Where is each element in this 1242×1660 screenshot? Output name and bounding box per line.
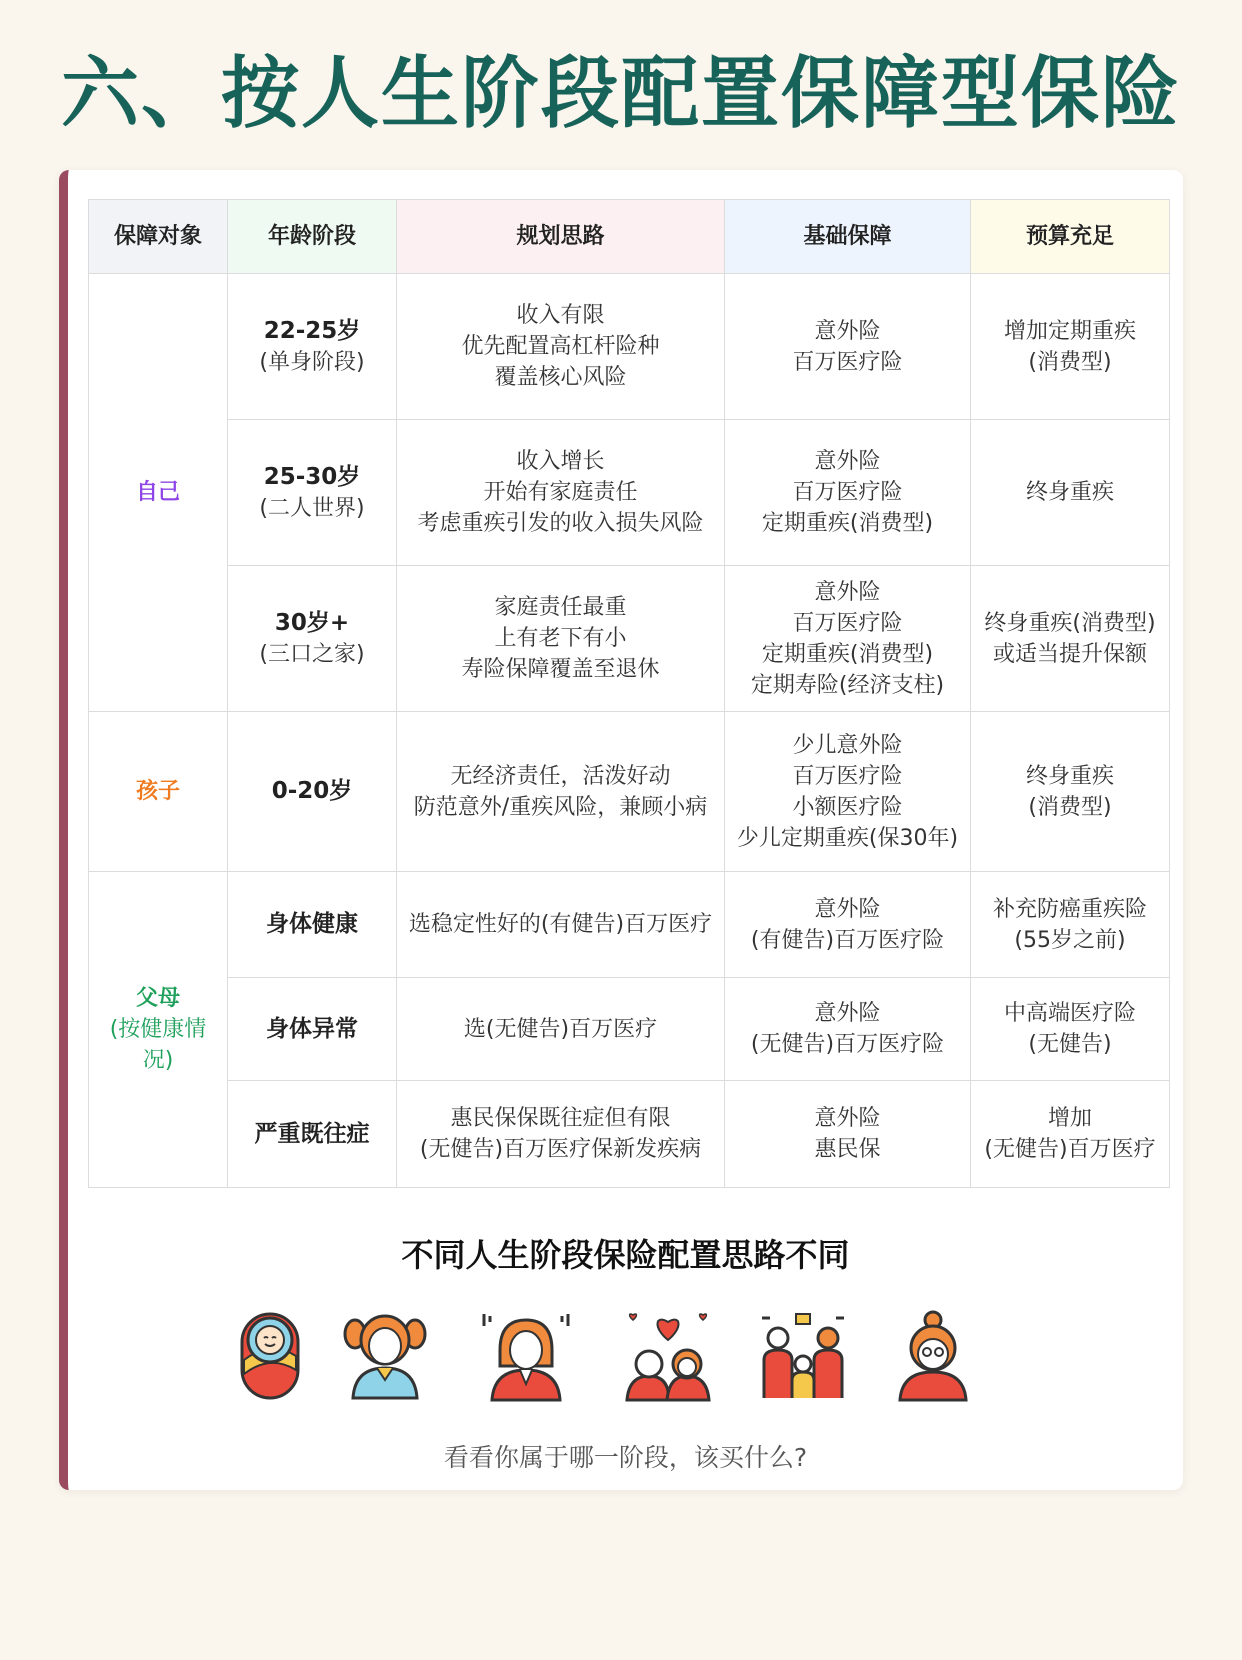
age-note: (三口之家) — [259, 641, 365, 667]
age-label: 0-20岁 — [271, 778, 353, 804]
header-budget: 预算充足 — [971, 200, 1170, 274]
age-cell — [228, 1081, 397, 1188]
table-header-row — [89, 200, 1170, 274]
basic-cell: 意外险 百万医疗险 定期重疾(消费型) — [725, 420, 971, 566]
age-cell — [228, 274, 397, 420]
header-age: 年龄阶段 — [228, 200, 397, 274]
content-card — [59, 170, 1183, 1490]
age-note: (单身阶段) — [259, 349, 365, 375]
table-row — [89, 274, 1170, 420]
basic-cell: 意外险 (无健告)百万医疗险 — [725, 978, 971, 1081]
plan-cell: 选(无健告)百万医疗 — [397, 978, 725, 1081]
age-label: 22-25岁 — [263, 317, 361, 344]
life-stage-icons — [68, 1310, 1183, 1410]
target-self-label: 自己 — [135, 480, 180, 505]
plan-cell: 无经济责任，活泼好动 防范意外/重疾风险，兼顾小病 — [397, 712, 725, 872]
plan-cell: 选稳定性好的(有健告)百万医疗 — [397, 872, 725, 978]
budget-cell: 增加 (无健告)百万医疗 — [971, 1081, 1170, 1188]
table-row — [89, 566, 1170, 712]
budget-cell: 增加定期重疾 (消费型) — [971, 274, 1170, 420]
basic-cell: 意外险 惠民保 — [725, 1081, 971, 1188]
page-title: 六、按人生阶段配置保障型保险 — [60, 49, 1181, 139]
baby-icon — [238, 1310, 302, 1402]
header-target: 保障对象 — [89, 200, 228, 274]
table-row — [89, 420, 1170, 566]
family-icon — [758, 1310, 848, 1402]
plan-cell: 收入增长 开始有家庭责任 考虑重疾引发的收入损失风险 — [397, 420, 725, 566]
budget-cell: 终身重疾(消费型) 或适当提升保额 — [971, 566, 1170, 712]
plan-cell: 收入有限 优先配置高杠杆险种 覆盖核心风险 — [397, 274, 725, 420]
insurance-plan-table — [88, 199, 1170, 1188]
age-cell — [228, 978, 397, 1081]
table-row — [89, 978, 1170, 1081]
target-parent-label: 父母 — [135, 986, 180, 1011]
budget-cell: 终身重疾 (消费型) — [971, 712, 1170, 872]
target-self — [89, 274, 228, 712]
grandma-icon — [896, 1310, 970, 1402]
table-row — [89, 1081, 1170, 1188]
closing-question: 看看你属于哪一阶段，该买什么? — [443, 1443, 808, 1472]
plan-cell: 惠民保保既往症但有限 (无健告)百万医疗保新发疾病 — [397, 1081, 725, 1188]
age-note: (二人世界) — [259, 495, 365, 521]
basic-cell: 意外险 百万医疗险 — [725, 274, 971, 420]
budget-cell: 终身重疾 — [971, 420, 1170, 566]
age-cell — [228, 712, 397, 872]
tagline: 不同人生阶段保险配置思路不同 — [401, 1236, 850, 1274]
plan-cell: 家庭责任最重 上有老下有小 寿险保障覆盖至退休 — [397, 566, 725, 712]
target-kid-label: 孩子 — [135, 779, 180, 804]
header-basic: 基础保障 — [725, 200, 971, 274]
age-label: 25-30岁 — [263, 463, 361, 490]
girl-icon — [343, 1310, 427, 1400]
target-parent-note: (按健康情况) — [109, 1017, 207, 1073]
age-label: 身体健康 — [266, 911, 358, 937]
budget-cell: 补充防癌重疾险 (55岁之前) — [971, 872, 1170, 978]
age-label: 30岁+ — [274, 609, 350, 636]
couple-icon — [623, 1310, 713, 1402]
budget-cell: 中高端医疗险 (无健告) — [971, 978, 1170, 1081]
target-kid — [89, 712, 228, 872]
basic-cell: 意外险 百万医疗险 定期重疾(消费型) 定期寿险(经济支柱) — [725, 566, 971, 712]
age-label: 严重既往症 — [254, 1120, 370, 1147]
basic-cell: 少儿意外险 百万医疗险 小额医疗险 少儿定期重疾(保30年) — [725, 712, 971, 872]
age-cell — [228, 420, 397, 566]
young-woman-icon — [480, 1310, 572, 1402]
age-cell — [228, 566, 397, 712]
basic-cell: 意外险 (有健告)百万医疗险 — [725, 872, 971, 978]
header-plan: 规划思路 — [397, 200, 725, 274]
target-parent — [89, 872, 228, 1188]
age-cell — [228, 872, 397, 978]
table-row — [89, 872, 1170, 978]
age-label: 身体异常 — [266, 1015, 358, 1042]
table-row — [89, 712, 1170, 872]
